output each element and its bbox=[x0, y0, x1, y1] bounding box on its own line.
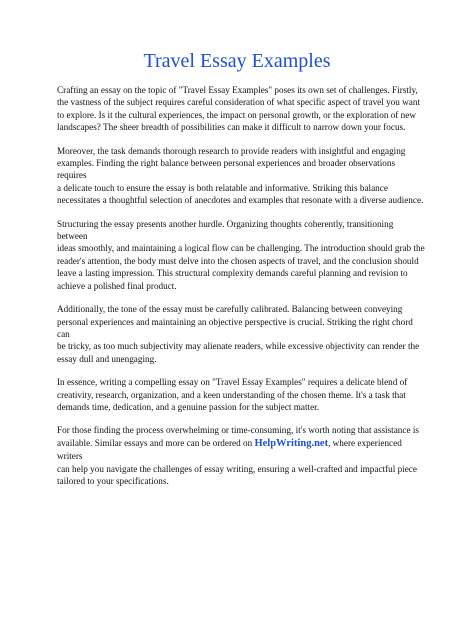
paragraph-essence: In essence, writing a compelling essay on "Travel Essay Examples" requires a delicate blend of creativity, research, organization, and a keen understanding of the chosen theme. It's a task that demands time, dedication, and a genuine passion for the subject matter. bbox=[57, 377, 408, 412]
helpwriting-link[interactable]: HelpWriting.net bbox=[254, 437, 329, 449]
paragraph-research: Moreover, the task demands thorough research to provide readers with insightful and engaging examples. Finding the right balance between personal experiences and broader observations requires a delicate touch to ensure the essay is both relatable and informative. Striking this balance necessitates a thoughtful selection of anecdotes and examples that resonate with a diverse audience. bbox=[57, 145, 424, 206]
paragraph-assistance bbox=[57, 424, 425, 487]
paragraph-intro: Crafting an essay on the topic of "Travel Essay Examples" poses its own set of challenges. Firstly, the vastness of the subject requires careful consideration of what specific aspect of travel you want to explore. Is it the cultural experiences, the impact on personal growth, or the exploration of new landscapes? The sheer breadth of possibilities can make it difficult to narrow down your focus. bbox=[57, 85, 421, 133]
assistance-text-before: For those finding the process overwhelming or time-consuming, it's worth noting that assistance is available. Similar essays and more can be ordered on bbox=[57, 425, 419, 448]
assistance-text-after: , where experienced writers can help you navigate the challenges of essay writing, ensuring a well-crafted and impactful piece tailored to your specifications. bbox=[57, 437, 417, 486]
page-title: Travel Essay Examples bbox=[143, 50, 331, 72]
paragraph-tone: Additionally, the tone of the essay must be carefully calibrated. Balancing between conveying personal experiences and maintaining an objective perspective is crucial. Striking the right chord can be tricky, as too much subjectivity may alienate readers, while excessive objectivity can render the essay dull and unengaging. bbox=[57, 304, 420, 364]
paragraph-structure: Structuring the essay presents another hurdle. Organizing thoughts coherently, transitioning between ideas smoothly, and maintaining a logical flow can be challenging. The introduction should grab the reader's attention, the body must delve into the chosen aspects of travel, and the conclusion should leave a lasting impression. This structural complexity demands careful planning and revision to achieve a polished final product. bbox=[57, 218, 425, 291]
essay-body bbox=[57, 84, 425, 498]
